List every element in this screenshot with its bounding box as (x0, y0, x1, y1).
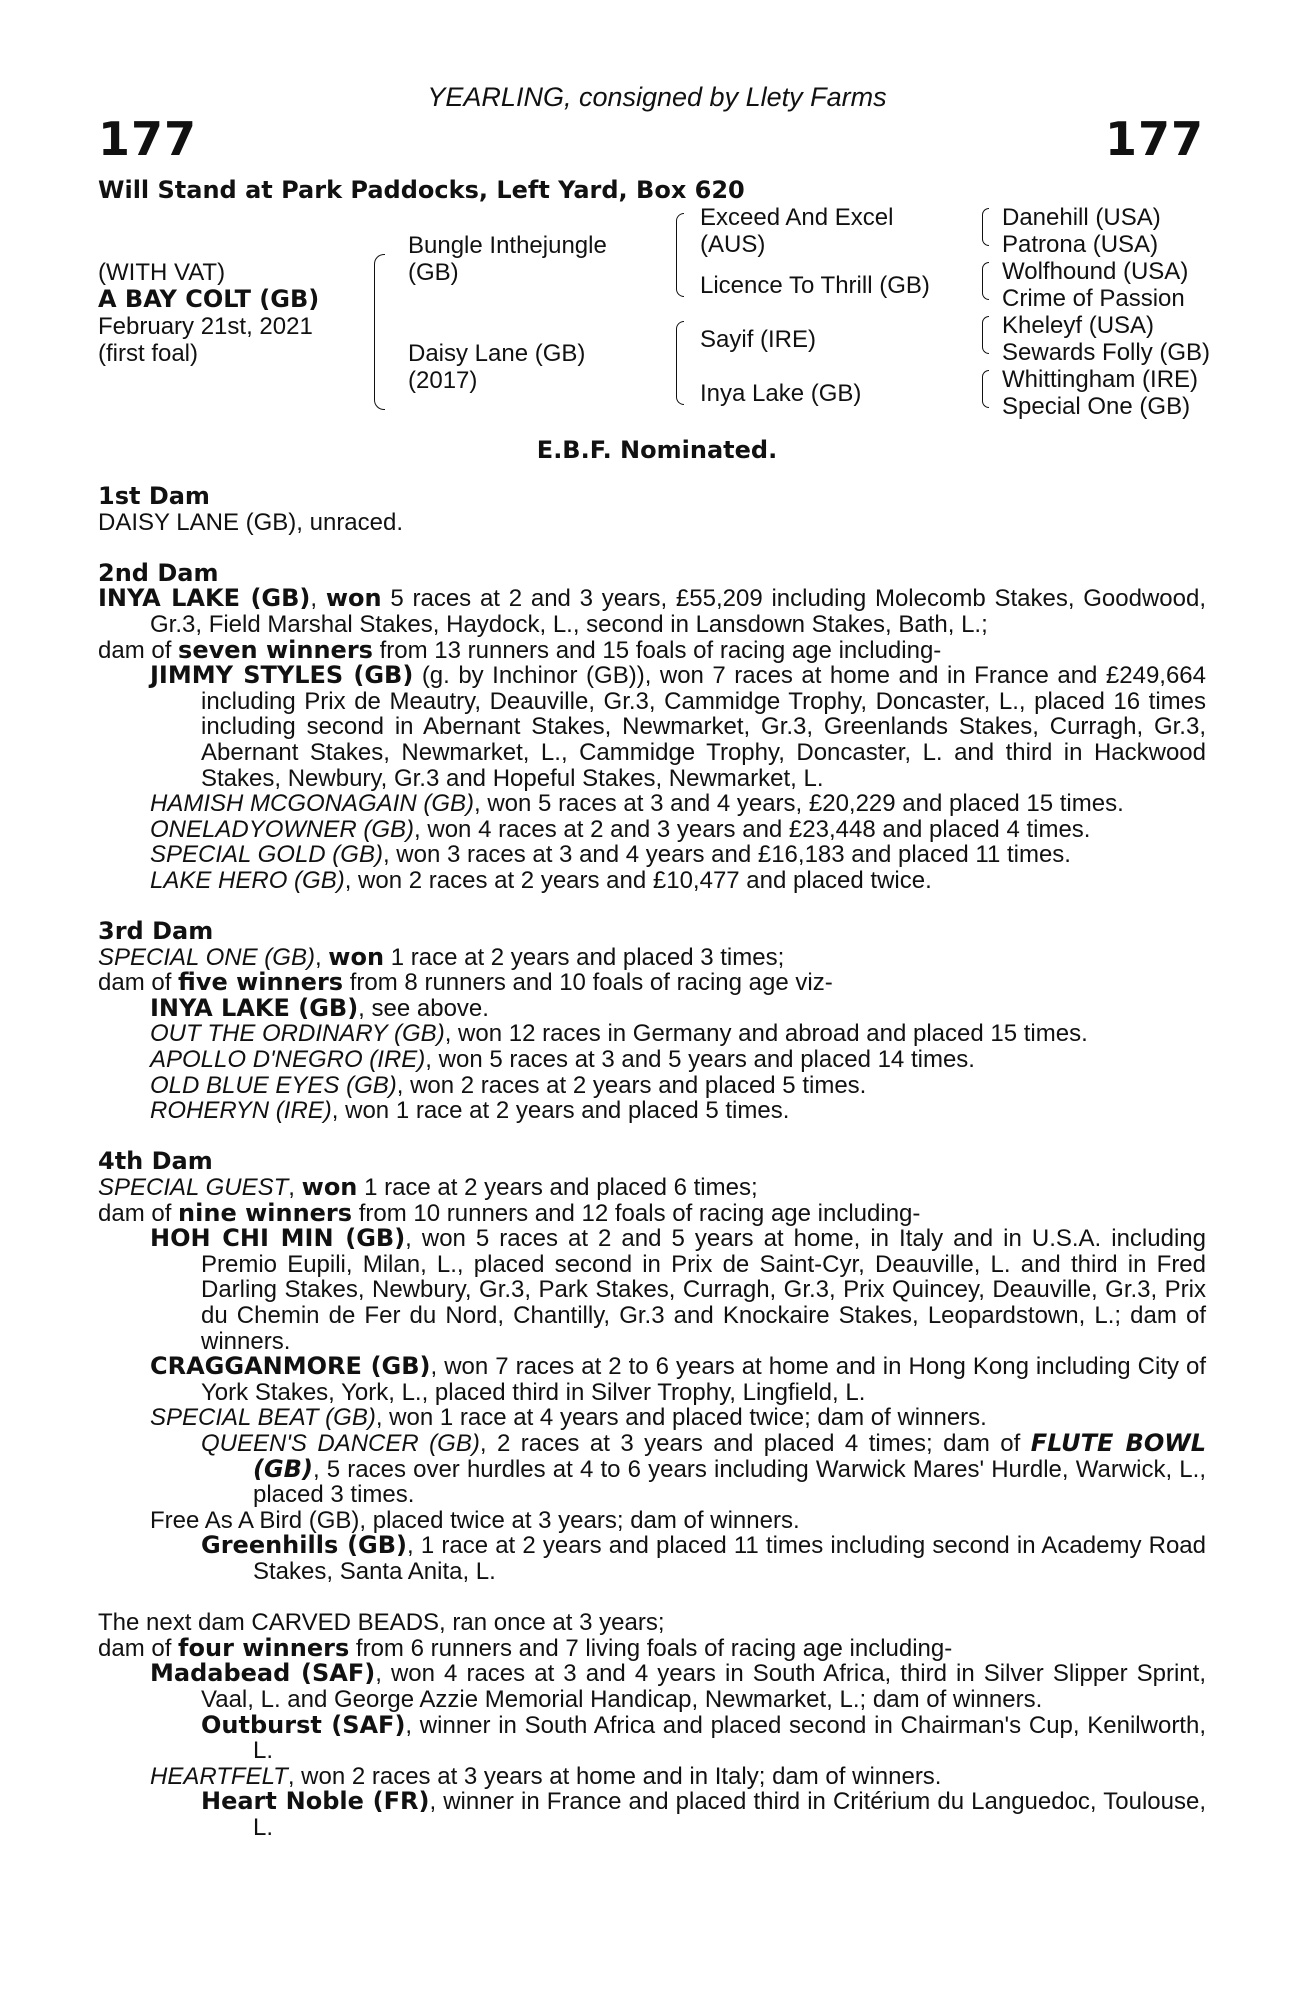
dam-year: (2017) (408, 367, 478, 394)
sire-origin: (GB) (408, 259, 459, 286)
dam-dam-name: Inya Lake (GB) (700, 380, 862, 407)
third-dam-produce: dam of five winners from 8 runners and 10 foals of racing age viz- (98, 968, 833, 997)
horse-name: A BAY COLT (GB) (98, 285, 320, 313)
list-item: Greenhills (GB), 1 race at 2 years and placed 11 times including second in Academy Road Stakes, Santa Anita, L. (201, 1531, 1206, 1585)
list-item: JIMMY STYLES (GB) (g. by Inchinor (GB)), won 7 races at home and in France and £249,664 including Prix de Meautry, Deauville, Gr.3, Cammidge Trophy, Doncaster, L., placed 16 times including second in Abernant Stakes, Newmarket, Gr.3, Greenlands Stakes, Curragh, Gr.3, Abernant Stakes, Newmarket, L., Cammidge Trophy, Doncaster, L. and third in Hackwood Stakes, Newbury, Gr.3 and Hopeful Stakes, Newmarket, L. (150, 661, 1206, 792)
sire-sire-name: Exceed And Excel (700, 204, 894, 231)
ggsire-3: Kheleyf (USA) (1002, 312, 1155, 339)
next-dam-produce: dam of four winners from 6 runners and 7 living foals of racing age including- (98, 1633, 953, 1662)
dam-name: Daisy Lane (GB) (408, 340, 586, 367)
list-item: OUT THE ORDINARY (GB), won 12 races in Germany and abroad and placed 15 times. (150, 1020, 1088, 1048)
sire-brace (676, 213, 684, 297)
vat-note: (WITH VAT) (98, 259, 226, 286)
list-item: SPECIAL GOLD (GB), won 3 races at 3 and 4 years and £16,183 and placed 11 times. (150, 841, 1071, 869)
sire-name: Bungle Inthejungle (408, 232, 607, 259)
gg-brace-4 (982, 370, 989, 408)
list-item: CRAGGANMORE (GB), won 7 races at 2 to 6 years at home and in Hong Kong including City of York Stakes, York, L., placed third in Silver Trophy, Lingfield, L. (150, 1352, 1207, 1406)
lot-number-right: 177 (1104, 112, 1204, 166)
ggdam-1: Patrona (USA) (1002, 231, 1159, 258)
ggsire-4: Whittingham (IRE) (1002, 366, 1199, 393)
dam-brace (676, 321, 684, 405)
list-item: Free As A Bird (GB), placed twice at 3 years; dam of winners. (150, 1506, 800, 1534)
dam-sire-name: Sayif (IRE) (700, 326, 817, 353)
fourth-dam-heading: 4th Dam (98, 1147, 213, 1176)
ggsire-2: Wolfhound (USA) (1002, 258, 1189, 285)
third-dam-intro: SPECIAL ONE (GB), won 1 race at 2 years and placed 3 times; (98, 942, 785, 971)
gg-brace-2 (982, 262, 989, 300)
list-item: QUEEN'S DANCER (GB), 2 races at 3 years and placed 4 times; dam of FLUTE BOWL (GB), 5 races over hurdles at 4 to 6 years including Warwick Mares' Hurdle, Warwick, L., placed 3 times. (201, 1428, 1207, 1509)
foaled-date: February 21st, 2021 (98, 313, 313, 340)
pedigree-brace (374, 254, 385, 410)
list-item: Madabead (SAF), won 4 races at 3 and 4 years in South Africa, third in Silver Slipper Sprint, Vaal, L. and George Azzie Memorial Handicap, Newmarket, L.; dam of winners. (150, 1659, 1206, 1713)
list-item: HOH CHI MIN (GB), won 5 races at 2 and 5 years at home, in Italy and in U.S.A. including Premio Eupili, Milan, L., placed second in Prix de Saint-Cyr, Deauville, L. and third in Fred Darling Stakes, Newbury, Gr.3, Park Stakes, Curragh, Gr.3, Prix Quincey, Deauville, Gr.3, Prix du Chemin de Fer du Nord, Chantilly, Gr.3 and Knockaire Stakes, Leopardstown, L.; dam of winners. (150, 1224, 1206, 1355)
second-dam-produce: dam of seven winners from 13 runners and 15 foals of racing age including- (98, 635, 942, 664)
foal-note: (first foal) (98, 340, 199, 367)
second-dam-heading: 2nd Dam (98, 558, 219, 587)
list-item: Outburst (SAF), winner in South Africa and placed second in Chairman's Cup, Kenilworth, L. (201, 1710, 1206, 1765)
stand-location: Will Stand at Park Paddocks, Left Yard, Box 620 (98, 176, 745, 204)
first-dam-heading: 1st Dam (98, 482, 210, 510)
produce-record (98, 484, 1206, 1840)
list-item: SPECIAL BEAT (GB), won 1 race at 4 years and placed twice; dam of winners. (150, 1404, 987, 1432)
third-dam-heading: 3rd Dam (98, 917, 214, 946)
list-item: HAMISH MCGONAGAIN (GB), won 5 races at 3 and 4 years, £20,229 and placed 15 times. (150, 790, 1124, 818)
second-dam-intro: INYA LAKE (GB), won 5 races at 2 and 3 years, £55,209 including Molecomb Stakes, Goodwood, Gr.3, Field Marshal Stakes, Haydock, L., second in Lansdown Stakes, Bath, L.; (98, 584, 1207, 638)
gg-brace-3 (982, 316, 989, 354)
first-dam-text: DAISY LANE (GB), unraced. (98, 508, 404, 536)
list-item: LAKE HERO (GB), won 2 races at 2 years and £10,477 and placed twice. (150, 866, 932, 894)
sire-dam-name: Licence To Thrill (GB) (700, 272, 930, 299)
ggdam-3: Sewards Folly (GB) (1002, 339, 1211, 366)
fourth-dam-produce: dam of nine winners from 10 runners and 12 foals of racing age including- (98, 1198, 921, 1227)
ggsire-1: Danehill (USA) (1002, 204, 1161, 231)
consignor-line: YEARLING, consigned by Llety Farms (427, 82, 887, 112)
ggdam-2: Crime of Passion (1002, 285, 1185, 312)
list-item: APOLLO D'NEGRO (IRE), won 5 races at 3 and 5 years and placed 14 times. (150, 1046, 975, 1074)
lot-number-left: 177 (98, 112, 198, 166)
gg-brace-1 (982, 208, 989, 246)
next-dam-intro: The next dam CARVED BEADS, ran once at 3 years; (98, 1609, 665, 1637)
sire-sire-origin: (AUS) (700, 231, 766, 258)
list-item: Heart Noble (FR), winner in France and placed third in Critérium du Languedoc, Toulouse, L. (201, 1787, 1206, 1841)
list-item: ONELADYOWNER (GB), won 4 races at 2 and 3 years and £23,448 and placed 4 times. (150, 815, 1091, 843)
list-item: INYA LAKE (GB), see above. (150, 993, 489, 1022)
ggdam-4: Special One (GB) (1002, 393, 1191, 420)
ebf-nomination: E.B.F. Nominated. (536, 436, 778, 464)
list-item: HEARTFELT, won 2 races at 3 years at home and in Italy; dam of winners. (150, 1762, 942, 1790)
list-item: ROHERYN (IRE), won 1 race at 2 years and placed 5 times. (150, 1097, 790, 1125)
list-item: OLD BLUE EYES (GB), won 2 races at 2 years and placed 5 times. (150, 1071, 867, 1099)
fourth-dam-intro: SPECIAL GUEST, won 1 race at 2 years and placed 6 times; (98, 1173, 758, 1202)
